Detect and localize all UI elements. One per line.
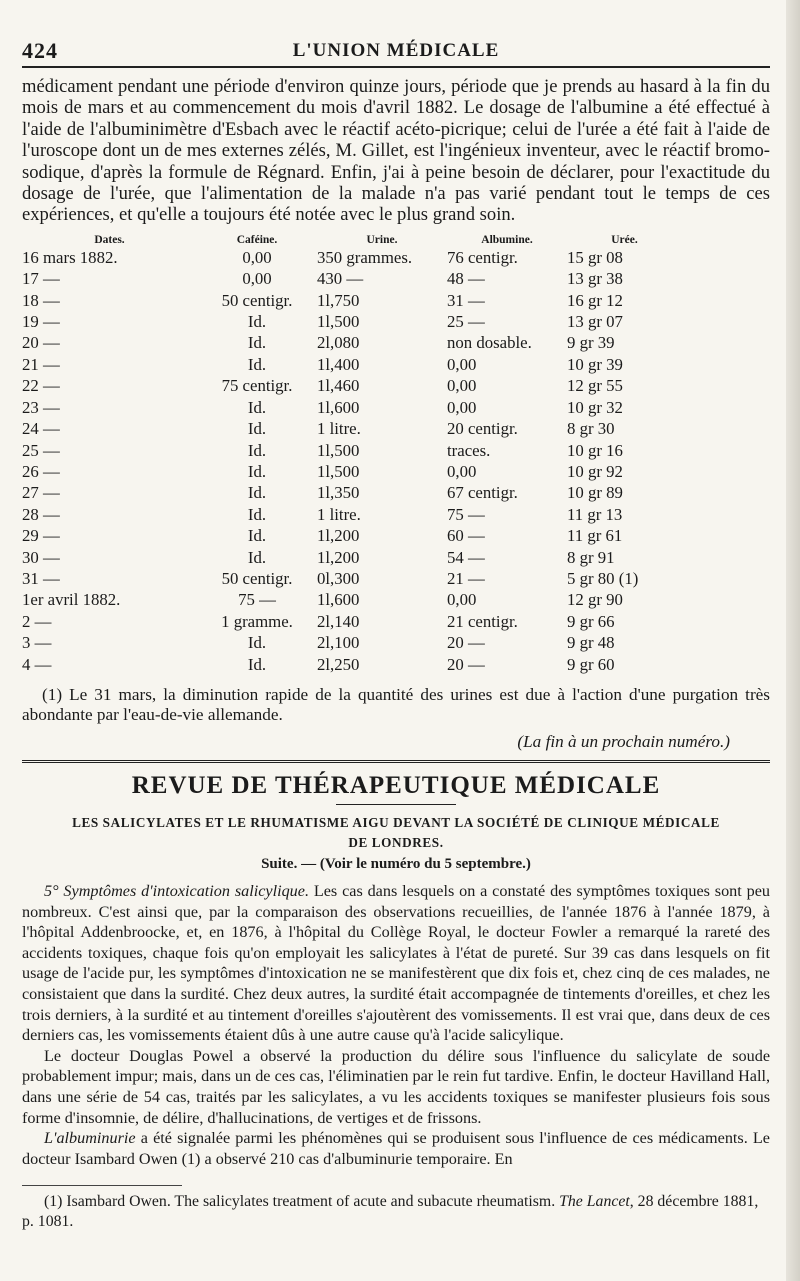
date-cell: 27 — bbox=[22, 483, 60, 503]
table-row bbox=[22, 611, 682, 632]
header-dates: Dates. bbox=[94, 233, 125, 246]
date-cell: 26 — bbox=[22, 461, 60, 481]
cafeine-cell: 50 centigr. bbox=[221, 568, 293, 588]
table-row bbox=[22, 654, 682, 675]
albumine-cell: 0,00 bbox=[447, 354, 477, 374]
albumine-cell: 20 — bbox=[447, 654, 485, 674]
table-row bbox=[22, 568, 682, 589]
uree-cell: 10 gr 92 bbox=[567, 461, 623, 481]
uree-cell: 13 gr 07 bbox=[567, 312, 623, 332]
cafeine-cell: Id. bbox=[247, 333, 267, 353]
paragraph-3-text: a été signalée parmi les phénomènes qui se produisent sous l'influence de ces médicaments. Le docteur Isambard Owen (1) a observé 210 cas d'albuminurie temporaire. En bbox=[22, 1129, 770, 1168]
urine-cell: 1l,400 bbox=[317, 354, 360, 374]
date-cell: 19 — bbox=[22, 312, 60, 332]
albumine-cell: traces. bbox=[447, 440, 491, 460]
urine-cell: 1l,500 bbox=[317, 312, 360, 332]
date-cell: 17 — bbox=[22, 269, 60, 289]
urine-cell: 1l,350 bbox=[317, 483, 360, 503]
urine-cell: 1l,200 bbox=[317, 547, 360, 567]
albumine-cell: 20 centigr. bbox=[447, 419, 518, 439]
title-rule bbox=[336, 804, 456, 805]
lead-paragraph: médicament pendant une période d'environ quinze jours, période que je prends au hasard à la fin du mois de mars et au commencement du mois d'avril 1882. Le dosage de l'albumine a été effectué à l'aide de l'albuminimètre d'Esbach avec le réactif acéto-picrique; celui de l'urée a été fait à l'aide de l'uroscope dont un de mes externes zélés, M. Gillet, est l'ingénieux inventeur, avec le réactif bromo-sodique, d'après la formule de Régnard. Enfin, j'ai à peine besoin de déclarer, pour l'exactitude du dosage de l'urée, que l'alimentation de la malade n'a pas varié pendant tout le temps de ces expériences, et qu'elle a toujours été notée avec le plus grand soin. bbox=[22, 76, 770, 226]
urine-cell: 0l,300 bbox=[317, 568, 360, 588]
paragraph-3-label: L'albuminurie bbox=[44, 1129, 136, 1148]
table-header-row bbox=[22, 234, 682, 247]
cafeine-cell: 75 — bbox=[238, 590, 276, 610]
albumine-cell: 0,00 bbox=[447, 590, 477, 610]
albumine-cell: 0,00 bbox=[447, 461, 477, 481]
cafeine-cell: Id. bbox=[247, 654, 267, 674]
table-row bbox=[22, 290, 682, 311]
table-row bbox=[22, 354, 682, 375]
date-cell: 1er avril 1882. bbox=[22, 590, 121, 610]
urine-cell: 1l,750 bbox=[317, 290, 360, 310]
article-title-line-2: DE LONDRES. bbox=[348, 834, 444, 850]
uree-cell: 16 gr 12 bbox=[567, 290, 623, 310]
urine-cell: 1l,500 bbox=[317, 461, 360, 481]
uree-cell: 8 gr 91 bbox=[567, 547, 615, 567]
uree-cell: 10 gr 89 bbox=[567, 483, 623, 503]
uree-cell: 9 gr 66 bbox=[567, 611, 615, 631]
cafeine-cell: Id. bbox=[247, 526, 267, 546]
section-title: REVUE DE THÉRAPEUTIQUE MÉDICALE bbox=[131, 771, 661, 799]
albumine-cell: 25 — bbox=[447, 312, 485, 332]
albumine-cell: 20 — bbox=[447, 633, 485, 653]
cafeine-cell: 75 centigr. bbox=[221, 376, 293, 396]
table-row bbox=[22, 504, 682, 525]
header-albumine: Albumine. bbox=[481, 233, 533, 246]
section-divider bbox=[22, 760, 770, 766]
header-cafeine: Caféine. bbox=[236, 233, 278, 246]
date-cell: 4 — bbox=[22, 654, 52, 674]
paragraph-1-label: 5° Symptômes d'intoxication salicylique. bbox=[44, 881, 309, 900]
date-cell: 2 — bbox=[22, 611, 52, 631]
cafeine-cell: Id. bbox=[247, 312, 267, 332]
table-row bbox=[22, 397, 682, 418]
uree-cell: 15 gr 08 bbox=[567, 247, 623, 267]
albumine-cell: 60 — bbox=[447, 526, 485, 546]
header-urine: Urine. bbox=[366, 233, 398, 246]
paragraph-1-text: Les cas dans lesquels on a constaté des symptômes toxiques sont peu nombreux. C'est ainsi que, par la comparaison des observations recueillies, de l'année 1876 à l'année 1879, à l'hôpital Addenbroocke, et, en 1876, à l'hôpital du Collège Royal, le docteur Fowler a remarqué la rareté des accidents toxiques, chaque fois qu'on employait les salicylates à l'état de pureté. Sur 39 cas dans lesquels on fit usage de l'acide pur, les symptômes d'intoxication ne se manifestèrent que dix fois et, chez cinq de ces malades, ne consistaient que dans la surdité. Chez deux autres, la surdité était accompagnée de tintements d'oreilles, et chez les trois derniers, à la surdité et au tintement d'oreilles s'ajoutèrent des vomissements. Il est vrai que, dans deux de ces derniers cas, les vomissements étaient dûs à une autre cause qu'à l'acide salicylique. bbox=[22, 881, 770, 1045]
header-uree: Urée. bbox=[611, 233, 638, 246]
date-cell: 25 — bbox=[22, 440, 60, 460]
date-cell: 23 — bbox=[22, 397, 60, 417]
cafeine-cell: 1 gramme. bbox=[221, 611, 293, 631]
date-cell: 16 mars 1882. bbox=[22, 247, 118, 267]
urine-cell: 1l,600 bbox=[317, 397, 360, 417]
albumine-cell: 75 — bbox=[447, 504, 485, 524]
urine-cell: 1 litre. bbox=[317, 504, 361, 524]
uree-cell: 8 gr 30 bbox=[567, 419, 615, 439]
article-title bbox=[22, 813, 770, 853]
albumine-cell: 21 centigr. bbox=[447, 611, 518, 631]
article-title-line-1: LES SALICYLATES ET LE RHUMATISME AIGU DEVANT LA SOCIÉTÉ DE CLINIQUE MÉDICALE bbox=[72, 814, 720, 830]
footnote-ref: , 28 décembre 1881, p. 1081. bbox=[22, 1193, 759, 1231]
urine-cell: 2l,250 bbox=[317, 654, 360, 674]
urine-cell: 2l,080 bbox=[317, 333, 360, 353]
table-row bbox=[22, 482, 682, 503]
cafeine-cell: Id. bbox=[247, 547, 267, 567]
uree-cell: 9 gr 48 bbox=[567, 633, 615, 653]
albumine-cell: 48 — bbox=[447, 269, 485, 289]
cafeine-cell: Id. bbox=[247, 397, 267, 417]
urine-cell: 430 — bbox=[317, 269, 364, 289]
date-cell: 31 — bbox=[22, 568, 60, 588]
uree-cell: 10 gr 16 bbox=[567, 440, 623, 460]
table-row bbox=[22, 268, 682, 289]
running-title: L'UNION MÉDICALE bbox=[292, 40, 500, 61]
table-row bbox=[22, 247, 682, 268]
uree-cell: 9 gr 39 bbox=[567, 333, 615, 353]
table-row bbox=[22, 311, 682, 332]
article-suite: Suite. — (Voir le numéro du 5 septembre.) bbox=[261, 855, 531, 872]
date-cell: 20 — bbox=[22, 333, 60, 353]
albumine-cell: 0,00 bbox=[447, 376, 477, 396]
table-row bbox=[22, 589, 682, 610]
table-row bbox=[22, 375, 682, 396]
urine-cell: 2l,140 bbox=[317, 611, 360, 631]
uree-cell: 9 gr 60 bbox=[567, 654, 615, 674]
page-number: 424 bbox=[22, 38, 58, 63]
uree-cell: 11 gr 13 bbox=[567, 504, 623, 524]
table-row bbox=[22, 632, 682, 653]
table-footnote: (1) Le 31 mars, la diminution rapide de la quantité des urines est due à l'action d'une purgation très abondante par l'eau-de-vie allemande. bbox=[22, 684, 770, 725]
date-cell: 22 — bbox=[22, 376, 60, 396]
albumine-cell: 54 — bbox=[447, 547, 485, 567]
urine-cell: 350 grammes. bbox=[317, 247, 413, 267]
urine-cell: 1l,460 bbox=[317, 376, 360, 396]
cafeine-cell: 50 centigr. bbox=[221, 290, 293, 310]
date-cell: 18 — bbox=[22, 290, 60, 310]
date-cell: 3 — bbox=[22, 633, 52, 653]
dosage-table bbox=[22, 234, 682, 675]
albumine-cell: 21 — bbox=[447, 568, 485, 588]
cafeine-cell: Id. bbox=[247, 440, 267, 460]
date-cell: 30 — bbox=[22, 547, 60, 567]
table-row bbox=[22, 332, 682, 353]
page-edge-shadow bbox=[786, 0, 800, 1281]
cafeine-cell: Id. bbox=[247, 633, 267, 653]
table-row bbox=[22, 440, 682, 461]
albumine-cell: non dosable. bbox=[447, 333, 532, 353]
table-row bbox=[22, 525, 682, 546]
uree-cell: 13 gr 38 bbox=[567, 269, 623, 289]
footnote-rule bbox=[22, 1185, 182, 1186]
cafeine-cell: Id. bbox=[247, 419, 267, 439]
footnote bbox=[22, 1192, 770, 1232]
cafeine-cell: 0,00 bbox=[242, 247, 272, 267]
uree-cell: 10 gr 32 bbox=[567, 397, 623, 417]
table-row bbox=[22, 547, 682, 568]
cafeine-cell: Id. bbox=[247, 461, 267, 481]
table-row bbox=[22, 418, 682, 439]
cafeine-cell: Id. bbox=[247, 483, 267, 503]
continuation-note: (La fin à un prochain numéro.) bbox=[517, 731, 730, 751]
albumine-cell: 0,00 bbox=[447, 397, 477, 417]
cafeine-cell: 0,00 bbox=[242, 269, 272, 289]
footnote-text: (1) Isambard Owen. The salicylates treatment of acute and subacute rheumatism. bbox=[44, 1193, 560, 1211]
table-body bbox=[22, 247, 682, 675]
date-cell: 28 — bbox=[22, 504, 60, 524]
article-paragraph-3 bbox=[22, 1128, 770, 1169]
table-row bbox=[22, 461, 682, 482]
cafeine-cell: Id. bbox=[247, 354, 267, 374]
article-paragraph-2: Le docteur Douglas Powel a observé la production du délire sous l'influence du salicylate de soude probablement impur; mais, dans un de ces cas, l'éliminatien par le rein fut tardive. Enfin, le docteur Havilland Hall, dans une série de 54 cas, traités par les salicylates, a vu les accidents toxiques se manifester plusieurs fois sous forme d'insomnie, de délire, d'hallucinations, de vertiges et de frissons. bbox=[22, 1046, 770, 1127]
uree-cell: 5 gr 80 (1) bbox=[567, 568, 639, 588]
urine-cell: 1l,500 bbox=[317, 440, 360, 460]
date-cell: 24 — bbox=[22, 419, 60, 439]
uree-cell: 12 gr 90 bbox=[567, 590, 623, 610]
uree-cell: 11 gr 61 bbox=[567, 526, 623, 546]
urine-cell: 1l,600 bbox=[317, 590, 360, 610]
albumine-cell: 76 centigr. bbox=[447, 247, 518, 267]
urine-cell: 2l,100 bbox=[317, 633, 360, 653]
urine-cell: 1l,200 bbox=[317, 526, 360, 546]
uree-cell: 10 gr 39 bbox=[567, 354, 623, 374]
article-paragraph-1 bbox=[22, 881, 770, 1046]
cafeine-cell: Id. bbox=[247, 504, 267, 524]
albumine-cell: 31 — bbox=[447, 290, 485, 310]
date-cell: 21 — bbox=[22, 354, 60, 374]
footnote-journal: The Lancet bbox=[559, 1193, 630, 1211]
albumine-cell: 67 centigr. bbox=[447, 483, 518, 503]
page-header bbox=[22, 34, 770, 68]
date-cell: 29 — bbox=[22, 526, 60, 546]
uree-cell: 12 gr 55 bbox=[567, 376, 623, 396]
urine-cell: 1 litre. bbox=[317, 419, 361, 439]
